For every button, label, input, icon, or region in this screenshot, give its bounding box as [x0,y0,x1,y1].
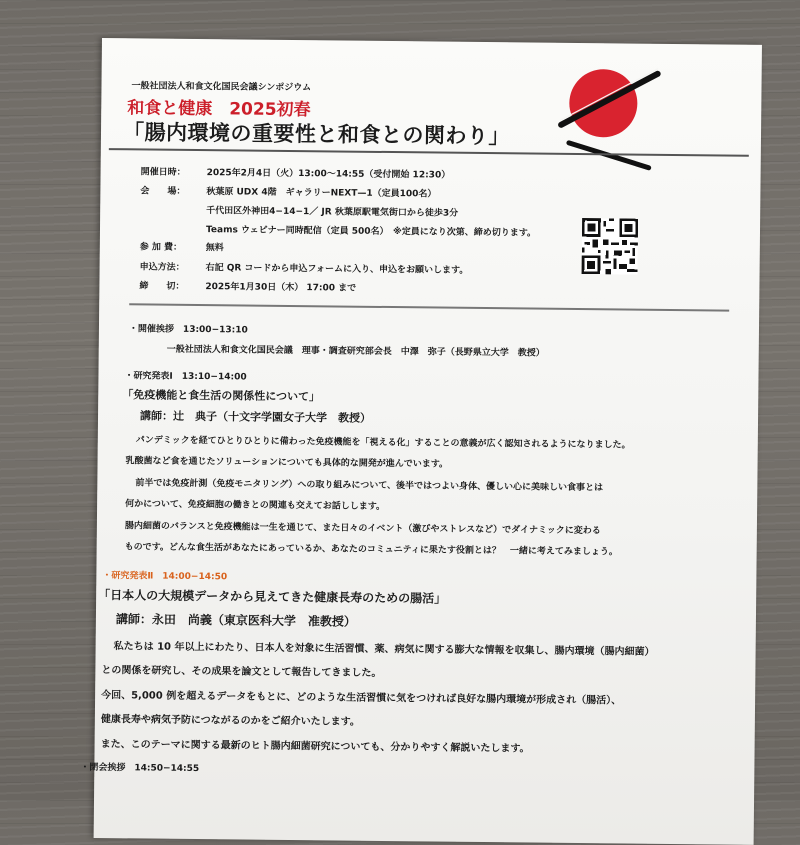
event-title: 和食と健康 2025初春 [127,98,311,121]
info-label-venue: 会 場： [140,186,186,197]
info-value-address: 千代田区外神田4−14−1／ JR 秋葉原駅電気街口から徒歩3分 [206,206,459,219]
talk2-body-line-1: 私たちは 10 年以上にわたり、日本人を対象に生活習慣、薬、病気に関する膨大な情報を収集し、腸内環境（腸内細菌） [113,641,655,658]
info-value-venue: 秋葉原 UDX 4階 ギャラリーNEXT—1（定員100名） [206,187,437,200]
talk1-body-line-4: 何かについて、免疫細胞の働きとの関連も交えてお話しします。 [125,499,386,512]
talk2-heading: ・研究発表Ⅱ 14:00−14:50 [102,571,228,583]
talk1-speaker: 講師：辻 典子（十文字学園女子大学 教授） [139,409,372,425]
talk2-title: 「日本人の大規模データから見えてきた健康長寿のための腸活」 [98,587,447,606]
info-value-deadline: 2025年1月30日（木） 17:00 まで [205,282,357,294]
talk2-body-line-5: また、このテーマに関する最新のヒト腸内細菌研究についても、分かりやすく解説いたします。 [100,739,530,755]
flyer-sheet [80,38,762,845]
talk2-speaker: 講師：永田 尚義（東京医科大学 准教授） [115,612,356,629]
info-value-webinar: Teams ウェビナー同時配信（定員 500名） ※定員になり次第、締め切ります。 [205,225,537,239]
info-value-fee: 無料 [205,243,224,254]
talk2-body-line-4: 健康長寿や病気予防につながるのかをご紹介いたします。 [100,714,360,728]
talk1-body-line-6: ものです。どんな食生活があなたにあっているか、あなたのコミュニティに果たす役割とは？ 一緒に考えてみましょう。 [124,542,618,558]
info-value-date: 2025年2月4日（火）13:00〜14:55（受付開始 12:30） [206,168,451,181]
talk2-body-line-3: 今回、5,000 例を超えるデータをもとに、どのような生活習慣に気をつければ良好な腸内環境が形成され（腸活）、 [101,690,622,707]
closing-heading: ・閉会挨拶 14:50−14:55 [80,762,200,775]
talk1-body-line-5: 腸内細菌のバランスと免疫機能は一生を通じて、また日々のイベント（激びやストレスなど）でダイナミックに変わる [124,521,601,537]
info-label-apply: 申込方法： [139,262,185,273]
talk2-body-line-2: との関係を研究し、その成果を論文として報告してきました。 [101,665,382,679]
talk1-body-line-3: 前半では免疫計測（免疫モニタリング）への取り組みについて、後半ではつよい身体、優しい心に美味しい食事とは [135,478,604,494]
organizer: 一般社団法人和食文化国民会議シンポジウム [131,81,312,94]
info-label-fee: 参 加 費： [139,242,183,253]
qr-code-icon[interactable] [582,218,639,275]
opening-heading: ・開催挨拶 13:00−13:10 [128,324,248,336]
info-label-date: 開催日時： [140,167,186,178]
talk1-body-line-2: 乳酸菌など食を通じたソリューションについても具体的な開発が進んでいます。 [125,456,449,470]
info-value-apply: 右記 QR コードから申込フォームに入り、申込をお願いします。 [205,263,469,276]
talk1-title: 「免疫機能と食生活の関係性について」 [122,388,321,404]
talk1-heading: ・研究発表Ⅰ 13:10−14:00 [124,371,247,383]
info-label-deadline: 締 切： [139,281,185,292]
chopsticks-logo-icon [553,63,664,174]
info-rule [129,303,729,311]
event-subtitle: 「腸内環境の重要性と和食との関わり」 [122,120,511,149]
opening-speaker: 一般社団法人和食文化国民会議 理事・調査研究部会長 中澤 弥子（長野県立大学 教授） [166,344,545,359]
talk1-body-line-1: パンデミックを経てひとりひとりに備わった免疫機能を「視える化」することの意義が広く認知されるようになりました。 [135,435,631,451]
